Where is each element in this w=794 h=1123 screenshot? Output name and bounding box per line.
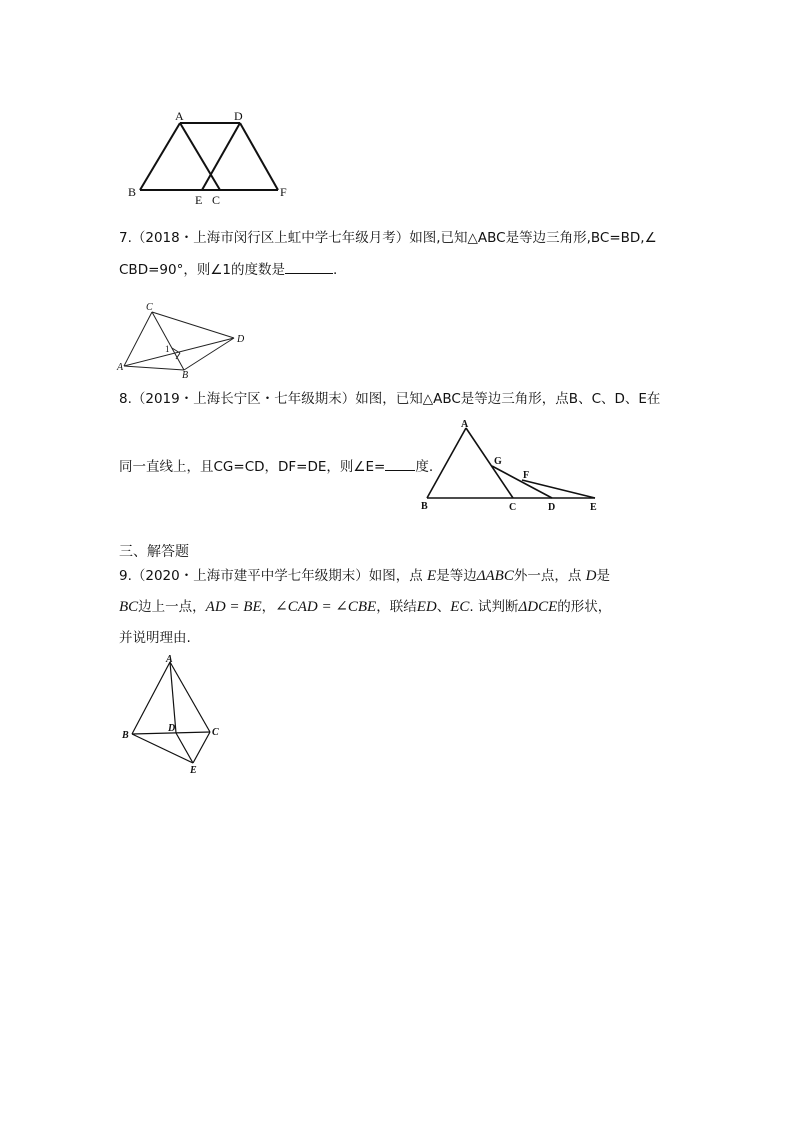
q7-line-2 xyxy=(119,259,337,280)
q9-text-2: 外一点，点 xyxy=(513,568,582,584)
fig9-label-E: E xyxy=(190,765,197,776)
fig9-label-C: C xyxy=(212,727,219,738)
q9-equation-1: AD = BE xyxy=(205,599,262,615)
q9-prefix: 9.（2020・上海市建平中学七年级期末）如图，点 xyxy=(119,568,423,584)
label-D: D xyxy=(234,109,243,123)
fig9-label-D: D xyxy=(168,723,176,734)
label-C: C xyxy=(212,193,221,207)
q8-answer-blank[interactable] xyxy=(385,456,415,471)
label-E: E xyxy=(195,193,203,207)
fig8-label-E: E xyxy=(590,502,597,513)
q9-line-1 xyxy=(119,566,610,586)
figure-6-diagram xyxy=(120,105,300,210)
fig7-label-1: 1 xyxy=(165,344,170,354)
q9-equation-2: ∠CAD = ∠CBE xyxy=(275,599,377,615)
figure-9-diagram xyxy=(118,652,228,777)
q9-text-9: 的形状， xyxy=(557,599,612,615)
q9-point-e: E xyxy=(427,568,437,584)
fig9-label-A: A xyxy=(166,654,173,665)
fig7-label-C: C xyxy=(146,302,153,313)
fig8-label-F: F xyxy=(523,470,530,481)
q7-line-2-text: CBD=90°，则∠1的度数是 xyxy=(119,262,286,278)
q9-segment-bc: BC xyxy=(119,599,139,615)
fig7-label-B: B xyxy=(182,370,189,380)
label-B: B xyxy=(128,185,137,199)
q9-segment-ed: ED xyxy=(416,599,437,615)
q9-line-3: 并说明理由. xyxy=(119,630,191,646)
fig7-label-A: A xyxy=(117,362,124,373)
fig9-label-B: B xyxy=(122,730,129,741)
fig8-label-B: B xyxy=(421,501,428,512)
fig8-label-D: D xyxy=(548,502,556,513)
q7-answer-blank[interactable] xyxy=(285,259,333,274)
figure-8-diagram xyxy=(415,418,605,518)
fig8-label-G: G xyxy=(494,456,502,467)
q9-text-5: ， xyxy=(261,599,276,615)
q9-triangle-dce: ΔDCE xyxy=(518,599,558,615)
q9-text-8: . 试判断 xyxy=(469,599,519,615)
q9-text-4: 边上一点， xyxy=(138,599,206,615)
q8-line-1: 8.（2019・上海长宁区・七年级期末）如图，已知△ABC是等边三角形，点B、C、D、E在 xyxy=(119,391,661,407)
figure-7-diagram xyxy=(112,300,262,380)
q9-text-7: 、 xyxy=(436,599,451,615)
q7-line-1: 7.（2018・上海市闵行区上虹中学七年级月考）如图,已知△ABC是等边三角形,BC=BD,∠ xyxy=(119,230,657,246)
q8-line-2-text: 同一直线上，且CG=CD，DF=DE，则∠E= xyxy=(119,459,386,475)
q9-text-1: 是等边 xyxy=(436,568,477,584)
label-F: F xyxy=(280,185,287,199)
q9-text-6: ，联结 xyxy=(376,599,417,615)
q9-segment-ec: EC xyxy=(450,599,470,615)
q9-triangle-abc: ΔABC xyxy=(476,568,514,584)
fig8-label-A: A xyxy=(461,419,469,430)
q8-line-2-end: 度. xyxy=(415,459,434,475)
q8-line-2 xyxy=(119,456,433,477)
q9-text-3: 是 xyxy=(596,568,610,584)
label-A: A xyxy=(175,109,184,123)
section-title: 三、解答题 xyxy=(119,544,189,560)
q7-line-2-end: . xyxy=(333,262,338,278)
fig8-label-C: C xyxy=(509,502,517,513)
fig7-label-D: D xyxy=(237,334,245,345)
q9-line-2 xyxy=(119,597,611,617)
q9-point-d: D xyxy=(585,568,597,584)
